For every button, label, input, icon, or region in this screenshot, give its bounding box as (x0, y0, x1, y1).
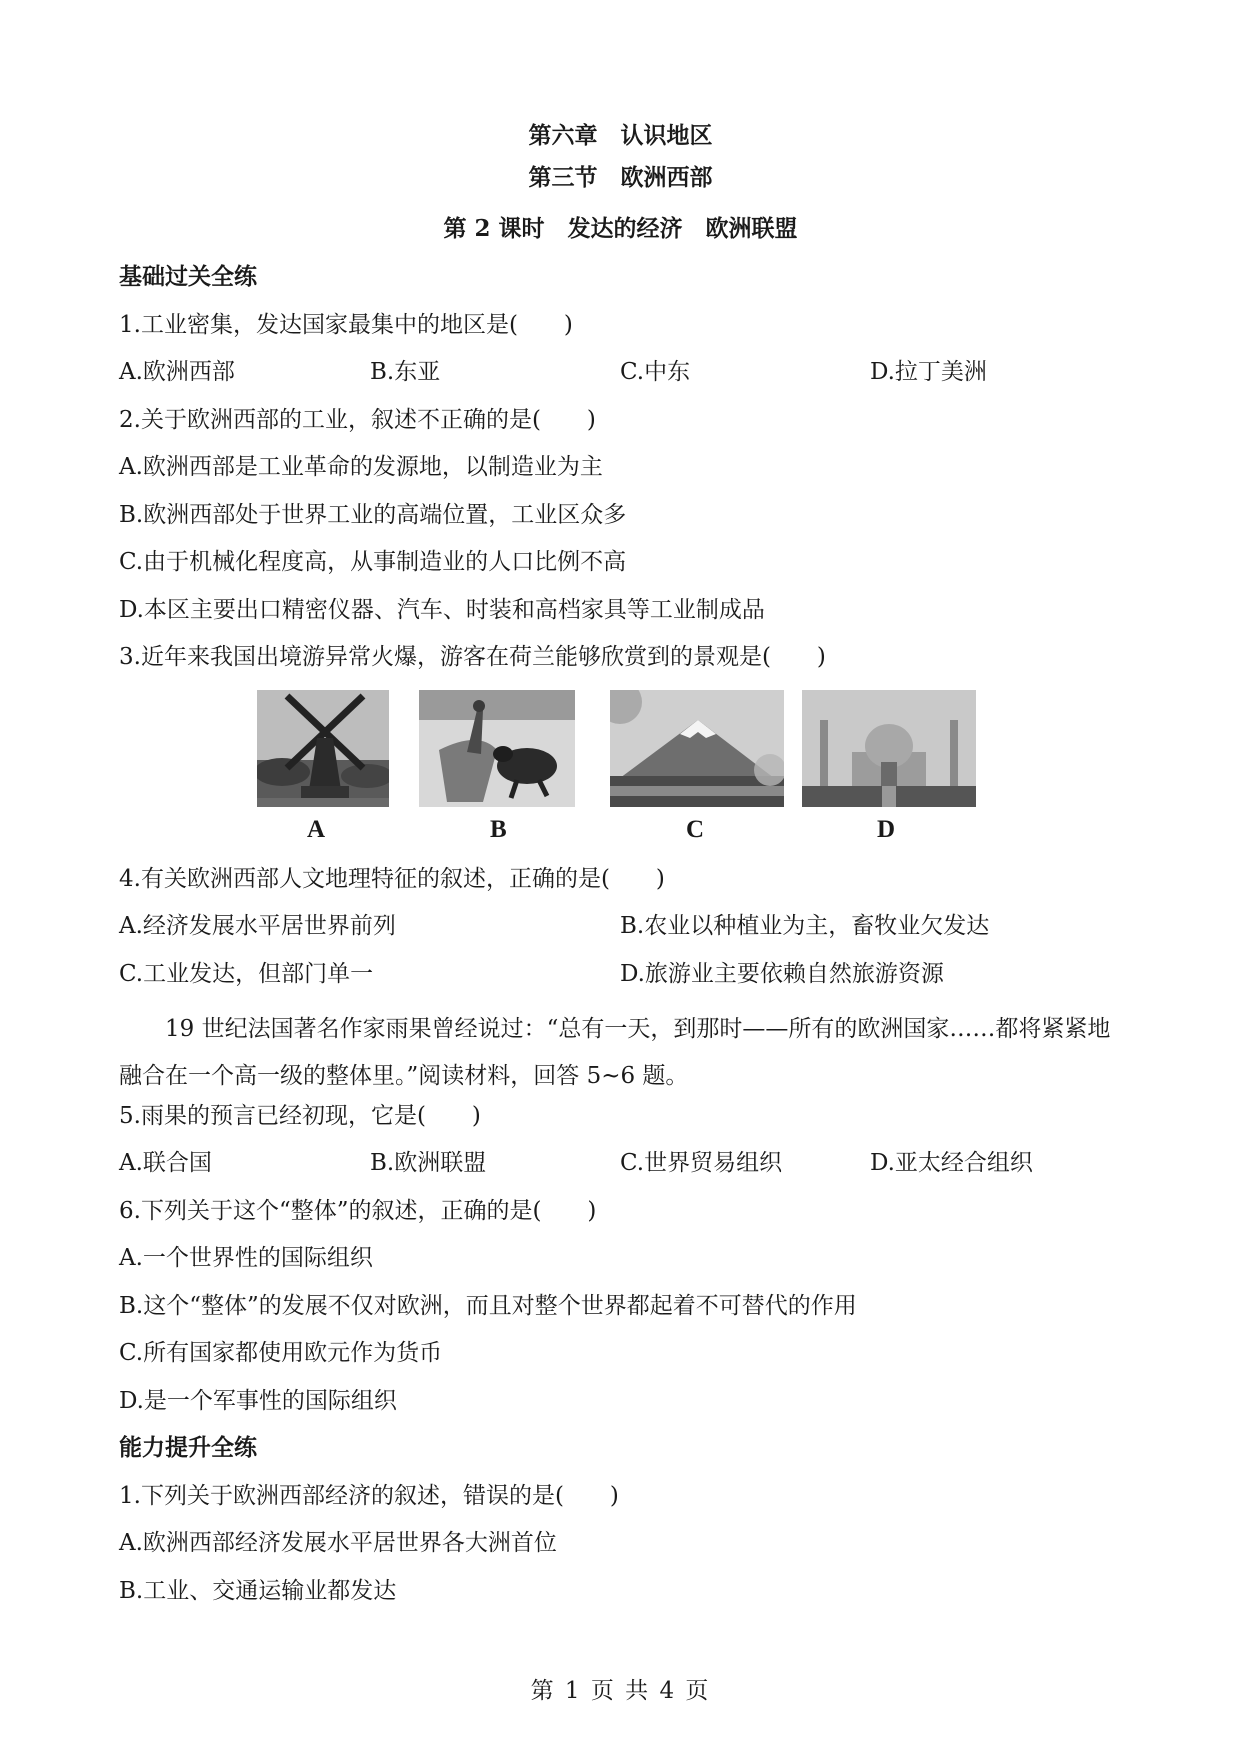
advanced-q1-option-b: B.工业、交通运输业都发达 (119, 1578, 397, 1604)
q6-option-d: D.是一个军事性的国际组织 (119, 1388, 397, 1414)
reading-material: 19 世纪法国著名作家雨果曾经说过：“总有一天，到那时——所有的欧洲国家……都将紧紧地融合在一个高一级的整体里。”阅读材料，回答 5~6 题。 (119, 1016, 1111, 1089)
picture-a-windmill (257, 690, 389, 807)
q5-option-a: A.联合国 (119, 1150, 212, 1176)
picture-c-mountain (610, 690, 784, 807)
section-heading-advanced: 能力提升全练 (119, 1434, 257, 1461)
q6-option-b: B.这个“整体”的发展不仅对欧洲，而且对整个世界都起着不可替代的作用 (119, 1293, 857, 1319)
q4-option-b: B.农业以种植业为主，畜牧业欠发达 (620, 913, 990, 939)
q1-option-a: A.欧洲西部 (119, 359, 235, 385)
q4-option-c: C.工业发达，但部门单一 (119, 961, 374, 987)
picture-d-palace (802, 690, 976, 807)
q2-option-a: A.欧洲西部是工业革命的发源地，以制造业为主 (119, 454, 603, 480)
q4-option-d: D.旅游业主要依赖自然旅游资源 (620, 961, 944, 987)
q2-option-d: D.本区主要出口精密仪器、汽车、时装和高档家具等工业制成品 (119, 597, 765, 623)
q1-option-b: B.东亚 (370, 359, 441, 385)
lesson-title: 第 2 课时 发达的经济 欧洲联盟 (443, 215, 798, 242)
question-1-stem: 1.工业密集，发达国家最集中的地区是( ) (119, 312, 573, 338)
question-6-stem: 6.下列关于这个“整体”的叙述，正确的是( ) (119, 1198, 597, 1224)
advanced-q1-option-a: A.欧洲西部经济发展水平居世界各大洲首位 (119, 1530, 557, 1556)
q5-option-d: D.亚太经合组织 (870, 1150, 1033, 1176)
question-3-stem: 3.近年来我国出境游异常火爆，游客在荷兰能够欣赏到的景观是( ) (119, 644, 826, 670)
page-footer: 第 1 页 共 4 页 (530, 1678, 711, 1704)
section-heading-basic: 基础过关全练 (119, 263, 257, 290)
q2-option-c: C.由于机械化程度高，从事制造业的人口比例不高 (119, 549, 627, 575)
picture-b-bullfight (419, 690, 575, 807)
advanced-question-1-stem: 1.下列关于欧洲西部经济的叙述，错误的是( ) (119, 1483, 619, 1509)
question-2-stem: 2.关于欧洲西部的工业，叙述不正确的是( ) (119, 407, 596, 433)
q4-option-a: A.经济发展水平居世界前列 (119, 913, 396, 939)
q5-option-b: B.欧洲联盟 (370, 1150, 487, 1176)
q6-option-a: A.一个世界性的国际组织 (119, 1245, 373, 1271)
section-title: 第三节 欧洲西部 (528, 164, 713, 191)
q5-option-c: C.世界贸易组织 (620, 1150, 783, 1176)
q6-option-c: C.所有国家都使用欧元作为货币 (119, 1340, 443, 1366)
q2-option-b: B.欧洲西部处于世界工业的高端位置，工业区众多 (119, 502, 627, 528)
picture-label-c: C (686, 816, 705, 843)
question-4-stem: 4.有关欧洲西部人文地理特征的叙述，正确的是( ) (119, 866, 665, 892)
picture-label-a: A (307, 816, 326, 843)
q1-option-c: C.中东 (620, 359, 691, 385)
picture-label-b: B (490, 816, 507, 843)
chapter-title: 第六章 认识地区 (528, 122, 713, 149)
picture-label-d: D (877, 816, 896, 843)
q1-option-d: D.拉丁美洲 (870, 359, 987, 385)
question-5-stem: 5.雨果的预言已经初现，它是( ) (119, 1103, 481, 1129)
